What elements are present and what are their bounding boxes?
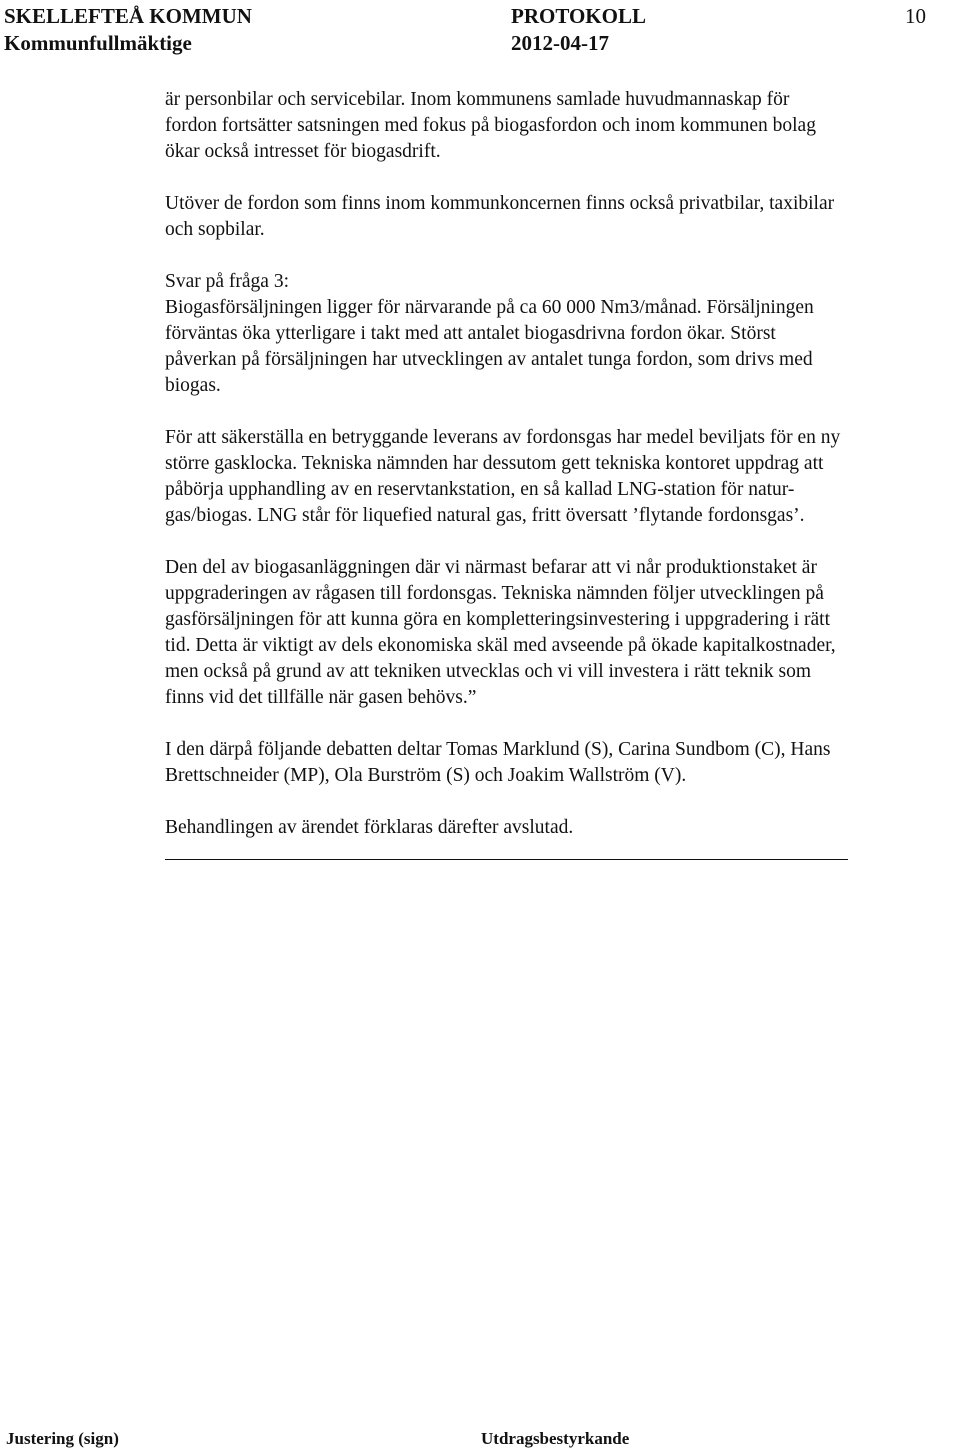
footer-signature-label: Justering (sign) (6, 1429, 119, 1448)
text-line: biogas. (165, 375, 221, 396)
paragraph (165, 737, 955, 789)
text-line: Den del av biogasanläggningen där vi närmast befarar att vi når produktionstaket är (165, 557, 817, 578)
paragraph (165, 425, 955, 529)
footer-certification-label: Utdragsbestyrkande (481, 1429, 630, 1448)
text-line: Svar på fråga 3: (165, 271, 289, 292)
text-line: För att säkerställa en betryggande leverans av fordonsgas har medel beviljats för en ny (165, 427, 841, 448)
text-line: Utöver de fordon som finns inom kommunkoncernen finns också privatbilar, taxibilar (165, 193, 835, 214)
text-line: finns vid det tillfälle när gasen behövs.” (165, 687, 477, 708)
text-line: I den därpå följande debatten deltar Tomas Marklund (S), Carina Sundbom (C), Hans (165, 739, 831, 760)
page-number: 10 (905, 4, 926, 28)
text-line: förväntas öka ytterligare i takt med att antalet biogasdrivna fordon ökar. Störst (165, 323, 776, 344)
paragraph (165, 269, 955, 399)
text-line: gasförsäljningen för att kunna göra en kompletteringsinvestering i uppgradering i rätt (165, 609, 830, 630)
paragraph (165, 87, 955, 165)
text-line: Biogasförsäljningen ligger för närvarande på ca 60 000 Nm3/månad. Försäljningen (165, 297, 814, 318)
text-line: påbörja upphandling av en reservtankstation, en så kallad LNG-station för natur- (165, 479, 795, 500)
text-line: större gasklocka. Tekniska nämnden har dessutom gett tekniska kontoret uppdrag att (165, 453, 824, 474)
text-line: är personbilar och servicebilar. Inom kommunens samlade huvudmannaskap för (165, 89, 790, 110)
paragraph (165, 191, 955, 243)
text-line: påverkan på försäljningen har utvecklingen av antalet tunga fordon, som drivs med (165, 349, 813, 370)
text-line: gas/biogas. LNG står för liquefied natural gas, fritt översatt ’flytande fordonsgas’. (165, 505, 805, 526)
header-body-name: Kommunfullmäktige (4, 31, 192, 55)
document-body (165, 87, 955, 867)
text-line: tid. Detta är viktigt av dels ekonomiska skäl med avseende på ökade kapitalkostnader, (165, 635, 836, 656)
section-divider (165, 859, 848, 860)
text-line: uppgraderingen av rågasen till fordonsgas. Tekniska nämnden följer utvecklingen på (165, 583, 824, 604)
header-doc-type: PROTOKOLL (511, 4, 646, 28)
text-line: Behandlingen av ärendet förklaras därefter avslutad. (165, 817, 574, 838)
text-line: fordon fortsätter satsningen med fokus på biogasfordon och inom kommunen bolag (165, 115, 816, 136)
header-organization: SKELLEFTEÅ KOMMUN (4, 4, 252, 28)
paragraph (165, 555, 955, 711)
text-line: och sopbilar. (165, 219, 265, 240)
header-date: 2012-04-17 (511, 31, 609, 55)
text-line: Brettschneider (MP), Ola Burström (S) och Joakim Wallström (V). (165, 765, 687, 786)
text-line: men också på grund av att tekniken utvecklas och vi vill investera i rätt teknik som (165, 661, 812, 682)
paragraph (165, 815, 955, 841)
text-line: ökar också intresset för biogasdrift. (165, 141, 441, 162)
